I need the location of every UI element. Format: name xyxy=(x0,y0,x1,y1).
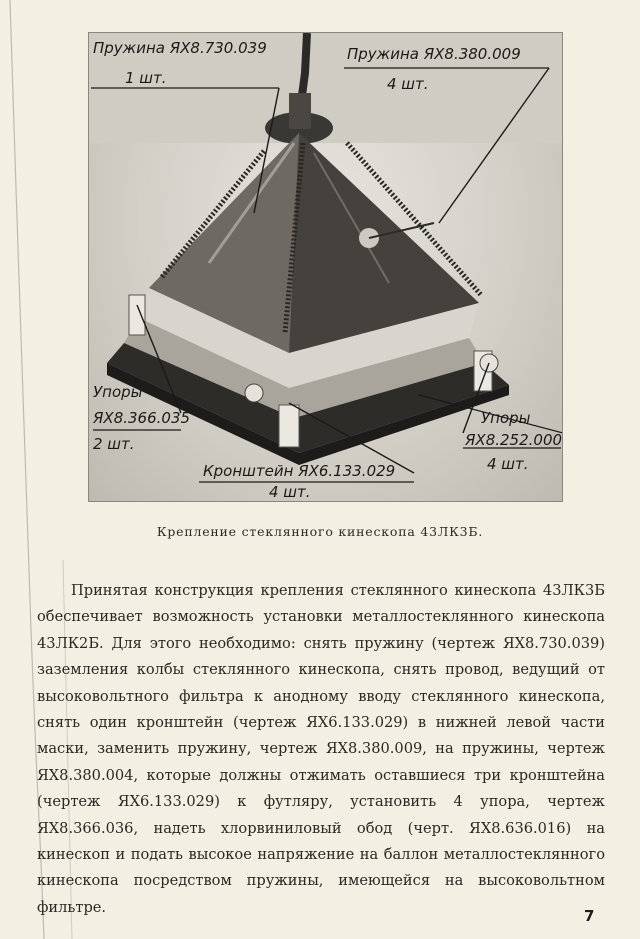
label-spring-holding-qty: 4 шт. xyxy=(387,75,429,93)
kinescope-photo xyxy=(88,32,563,502)
label-bracket-qty: 4 шт. xyxy=(269,483,311,501)
stop-left xyxy=(245,384,263,402)
label-stops-right-code: ЯХ8.252.000 xyxy=(465,431,563,449)
label-spring-grounding: Пружина ЯХ8.730.039 xyxy=(93,39,267,57)
body-paragraph: Принятая конструкция крепления стеклянного кинескопа 43ЛК3Б обеспечивает возможность установки металлостеклянного кинескопа 43ЛК2Б. Для этого необходимо: снять пружину (чертеж ЯХ8.730.039) заземления колбы стеклянного кинескопа, снять провод, ведущий от высоковольтного фильтра к анодному вводу стеклянного кинескопа, снять один кронштейн (чертеж ЯХ6.133.029) в нижней левой части маски, заменить пружину, чертеж ЯХ8.380.009, на пружины, чертеж ЯХ8.380.004, которые должны отжимать оставшиеся три кронштейна (чертеж ЯХ6.133.029) к футляру, установить 4 упора, чертеж ЯХ8.366.036, надеть хлорвиниловый обод (черт. ЯХ8.636.016) на кинескоп и подать высокое напряжение на баллон металлостеклянного кинескопа посредством пружины, имеющейся на высоковольтном фильтре. xyxy=(37,582,605,916)
label-stops-left-qty: 2 шт. xyxy=(93,435,135,453)
figure-caption: Крепление стеклянного кинескопа 43ЛК3Б. xyxy=(156,524,484,539)
label-bracket: Кронштейн ЯХ6.133.029 xyxy=(203,462,396,480)
page-number: 7 xyxy=(584,907,595,925)
label-stops-left-code: ЯХ8.366.035 xyxy=(93,409,191,427)
label-stops-left-title: Упоры xyxy=(93,383,143,401)
label-stops-right-qty: 4 шт. xyxy=(487,455,529,473)
bracket-front xyxy=(279,405,299,447)
bracket-left xyxy=(129,295,145,335)
label-stops-right-title: Упоры xyxy=(481,409,531,427)
label-spring-grounding-qty: 1 шт. xyxy=(125,69,167,87)
label-spring-holding: Пружина ЯХ8.380.009 xyxy=(347,45,521,63)
